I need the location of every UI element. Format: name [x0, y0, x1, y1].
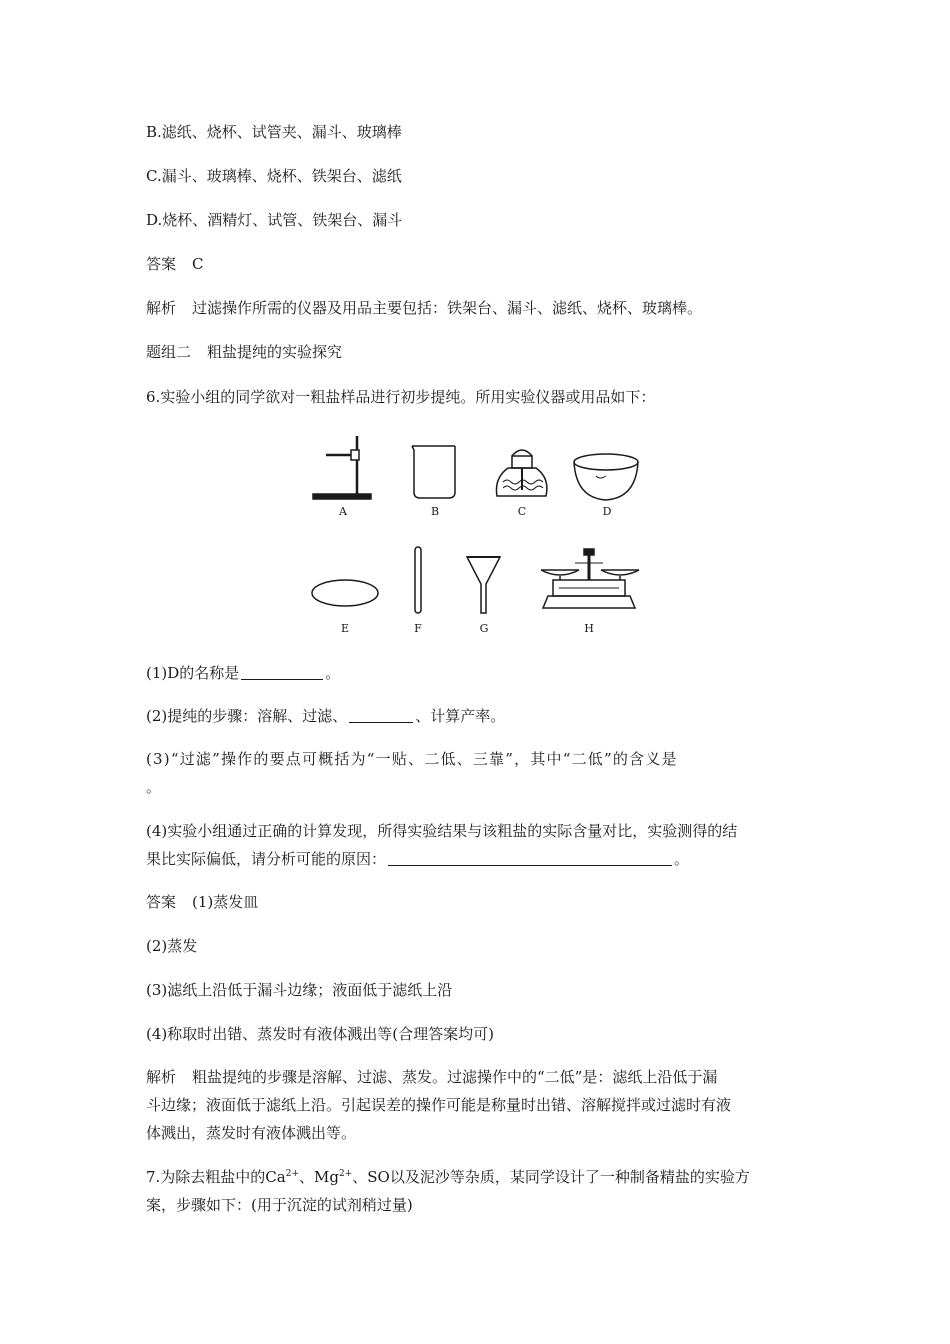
q6-sub4-line2 — [146, 845, 811, 873]
figure-label-h: H — [584, 622, 594, 635]
analysis-label: 解析 — [146, 299, 177, 317]
figure-label-g: G — [479, 622, 489, 635]
answer-value: C — [192, 255, 204, 273]
glass-rod-illustration — [415, 547, 421, 613]
sub4-end: 。 — [674, 850, 690, 868]
answer-blank — [388, 847, 672, 866]
q7-text-c: 、SO以及泥沙等杂质，某同学设计了一种制备精盐的实验方 — [352, 1168, 750, 1186]
answer-label: 答案 — [146, 893, 177, 911]
q6-sub1 — [146, 659, 811, 687]
filter-paper-illustration — [312, 580, 378, 606]
q6-sub2 — [146, 702, 811, 730]
sub2-end: 、计算产率。 — [415, 707, 506, 725]
q6-answer-3: (3)滤纸上沿低于漏斗边缘；液面低于滤纸上沿 — [146, 981, 453, 999]
charge-superscript: 2+ — [338, 1169, 353, 1179]
answer-label: 答案 — [146, 255, 177, 273]
figure-label-c: C — [517, 505, 527, 518]
balance-illustration — [541, 549, 639, 608]
evaporating-dish-illustration — [574, 454, 638, 500]
sub1-end: 。 — [325, 664, 341, 682]
q6-analysis-line3: 体溅出，蒸发时有液体溅出等。 — [146, 1124, 357, 1142]
q7-line2: 案，步骤如下：(用于沉淀的试剂稍过量) — [146, 1196, 413, 1214]
answer-blank — [349, 704, 413, 723]
analysis-text: 过滤操作所需的仪器及用品主要包括：铁架台、漏斗、滤纸、烧杯、玻璃棒。 — [192, 299, 703, 317]
analysis-text: 粗盐提纯的步骤是溶解、过滤、蒸发。过滤操作中的“二低”是：滤纸上沿低于漏 — [192, 1068, 718, 1086]
answer-blank — [241, 661, 323, 680]
q6-answer-4: (4)称取时出错、蒸发时有液体溅出等(合理答案均可) — [146, 1025, 494, 1043]
figure-label-a: A — [339, 505, 347, 518]
analysis-label: 解析 — [146, 1068, 177, 1086]
alcohol-lamp-illustration — [496, 450, 546, 496]
q6-sub3-line1: (3)“过滤”操作的要点可概括为“一贴、二低、三靠”，其中“二低”的含义是 — [146, 750, 678, 768]
q6-stem: 6.实验小组的同学欲对一粗盐样品进行初步提纯。所用实验仪器或用品如下： — [146, 388, 656, 406]
answer-1-text: (1)蒸发皿 — [192, 893, 259, 911]
option-d: D.烧杯、酒精灯、试管、铁架台、漏斗 — [146, 211, 403, 229]
q6-answer-1 — [146, 888, 811, 916]
charge-superscript: 2+ — [285, 1169, 300, 1179]
funnel-illustration — [467, 557, 500, 613]
option-b: B.滤纸、烧杯、试管夹、漏斗、玻璃棒 — [146, 123, 402, 141]
figure-label-f: F — [414, 622, 422, 635]
q7-text-b: 、Mg — [299, 1168, 339, 1186]
q6-sub4-line1: (4)实验小组通过正确的计算发现，所得实验结果与该粗盐的实际含量对比，实验测得的结 — [146, 822, 738, 840]
section-label: 题组二 — [146, 343, 192, 361]
q6-analysis-line1 — [146, 1063, 811, 1091]
iron-stand-illustration — [313, 436, 371, 499]
figure-label-e: E — [340, 622, 350, 635]
sub1-text: (1)D的名称是 — [146, 664, 240, 682]
section-title: 粗盐提纯的实验探究 — [207, 343, 343, 361]
q7-line1 — [146, 1163, 811, 1191]
beaker-illustration — [412, 446, 455, 498]
sub4-text: 果比实际偏低，请分析可能的原因： — [146, 850, 387, 868]
figure-label-b: B — [430, 505, 440, 518]
q7-text-a: 7.为除去粗盐中的Ca — [146, 1168, 286, 1186]
q6-sub3-line2: 。 — [146, 778, 162, 796]
q6-answer-2: (2)蒸发 — [146, 937, 198, 955]
q6-analysis-line2: 斗边缘；液面低于滤纸上沿。引起误差的操作可能是称量时出错、溶解搅拌或过滤时有液 — [146, 1096, 732, 1114]
figure-label-d: D — [602, 505, 612, 518]
sub2-text: (2)提纯的步骤：溶解、过滤、 — [146, 707, 348, 725]
option-c: C.漏斗、玻璃棒、烧杯、铁架台、滤纸 — [146, 167, 402, 185]
